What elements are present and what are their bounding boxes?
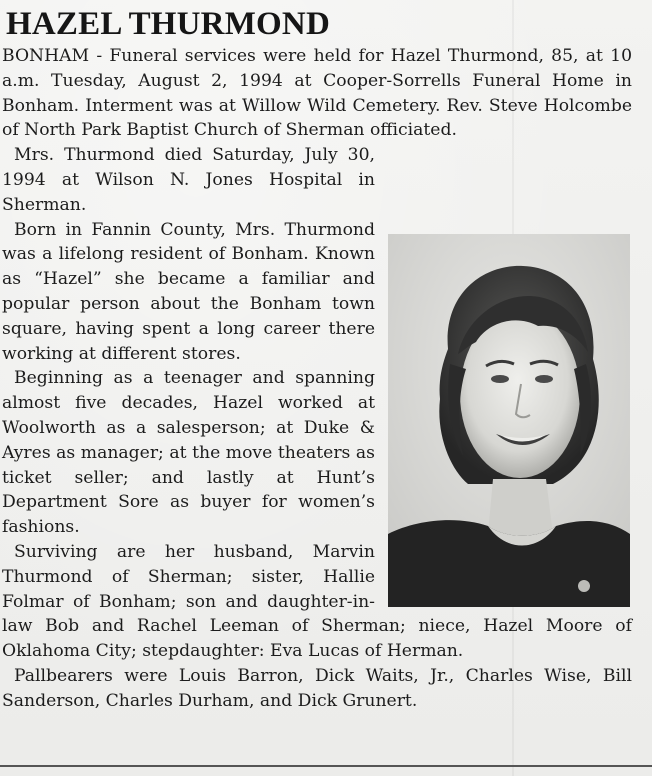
paragraph-text: Pallbearers were Louis Barron, Dick Waits, Jr., Charles Wise, Bill Sanderson, Charles Durham, and Dick Grunert. [2, 665, 632, 711]
bottom-rule [0, 765, 652, 767]
portrait-photo [388, 234, 630, 607]
paragraph-text: Beginning as a teenager and spanning almost five decades, Hazel worked at Woolworth as a salesperson; at Duke & Ayres as manager; at the move theaters as ticket seller; and lastly at Hunt’s Department Sore as buyer for women’s fashions. [2, 368, 375, 538]
portrait-image [388, 234, 630, 607]
paragraph-text: Mrs. Thurmond died Saturday, July 30, 1994 at Wilson N. Jones Hospital in Sherman. [2, 145, 375, 215]
paragraph-pallbearers [2, 664, 632, 714]
obituary-headline: HAZEL THURMOND [6, 6, 330, 42]
paragraph-text: BONHAM - Funeral services were held for Hazel Thurmond, 85, at 10 a.m. Tuesday, August 2, 1994 at Cooper-Sorrells Funeral Home in Bonham. Interment was at Willow Wild Cemetery. Rev. Steve Holcombe of North Park Baptist Church of Sherman officiated. [2, 46, 632, 141]
paragraph-death [2, 143, 632, 217]
paragraph-text: Surviving are her husband, Marvin Thurmond of Sherman; sister, Hallie Folmar of Bonham; son and daughter-in-law Bob and Rachel Leeman of Sherman; niece, Hazel Moore of Oklahoma City; stepdaughter: Eva Lucas of Herman. [2, 541, 632, 662]
paragraph-text: Born in Fannin County, Mrs. Thurmond was a lifelong resident of Bonham. Known as “Hazel” she became a familiar and popular person about the Bonham town square, having spent a long career there working at different stores. [2, 219, 375, 364]
obituary-article [2, 44, 632, 714]
paragraph-funeral-services [2, 44, 632, 143]
